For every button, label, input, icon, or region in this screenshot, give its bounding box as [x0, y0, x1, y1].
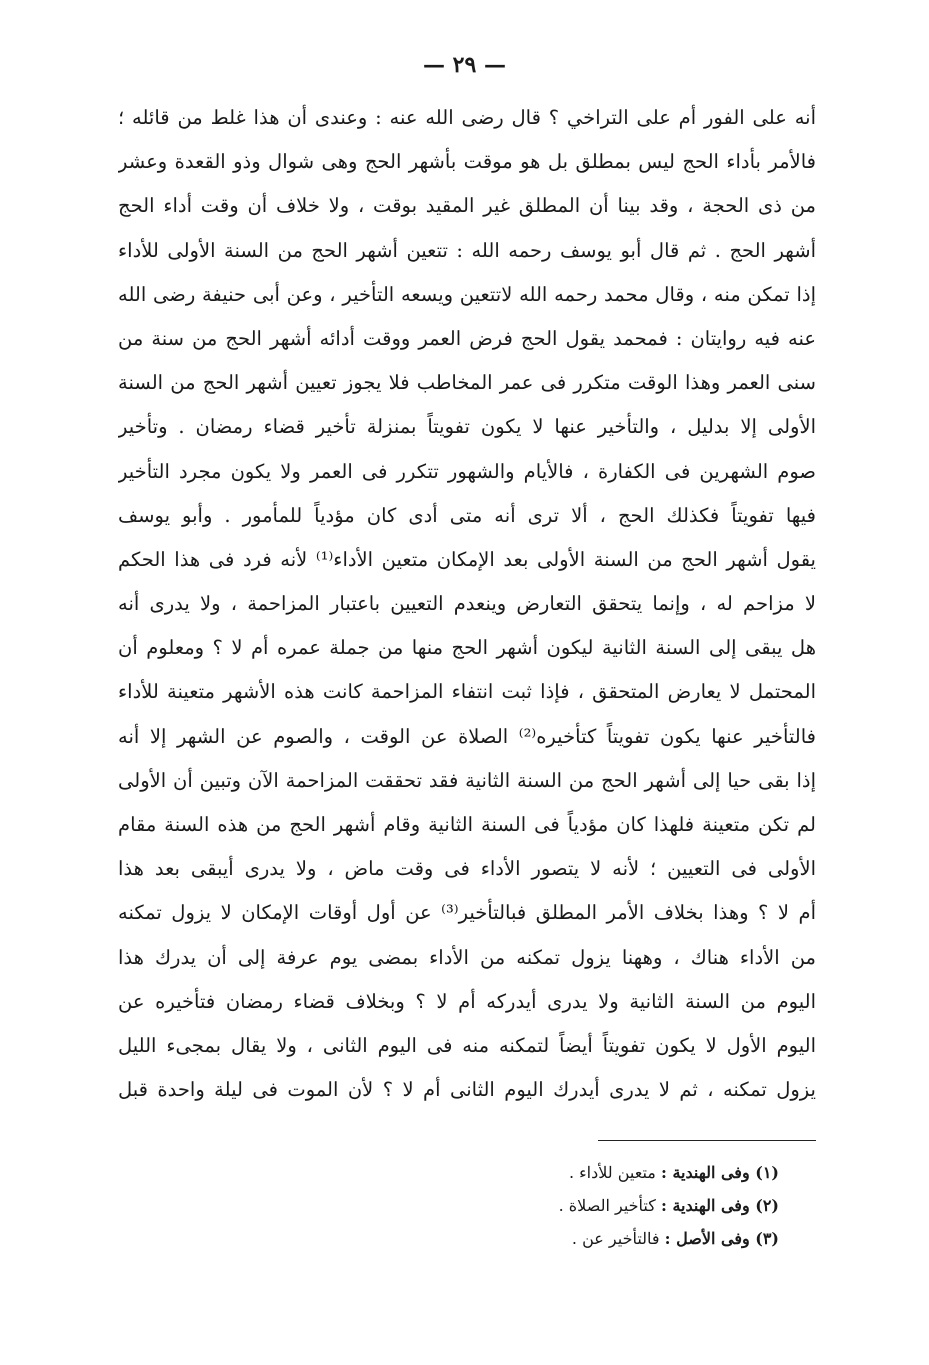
footnotes — [359, 1156, 779, 1255]
footnote-1 — [359, 1156, 779, 1189]
text-line: صوم الشهرين فى الكفارة ، فالأيام والشهور تتكرر فى العمر ولا يكون مجرد التأخير — [118, 459, 816, 483]
footnote-divider — [598, 1140, 816, 1141]
text-line: من ذى الحجة ، وقد بينا أن المطلق غير المقيد بوقت ، ولا خلاف أن وقت أداء الحج — [118, 194, 816, 218]
footnote-text: متعين للأداء . — [568, 1163, 656, 1182]
text-line: عنه فيه روايتان : فمحمد يقول الحج فرض العمر ووقت أدائه أشهر الحج من سنة من — [118, 326, 816, 350]
text-line: الأولى إلا بدليل ، والتأخير عنها لا يكون تفويتاً بمنزلة تأخير قضاء رمضان . وتأخير — [118, 415, 816, 439]
text-line: فيها تفويتاً فكذلك الحج ، ألا ترى أنه متى أدى كان مؤدياً للمأمور . وأبو يوسف — [118, 503, 816, 527]
text-line: إذا تمكن منه ، وقال محمد رحمه الله لاتتعين ويسعه التأخير ، وعن أبى حنيفة رضى الله — [118, 282, 816, 306]
text-line: اليوم الأول لا يكون تفويتاً أيضاً لتمكنه منه فى اليوم الثانى ، ولا يقال بمجىء الليل — [118, 1033, 816, 1057]
text-line: اليوم من السنة الثانية ولا يدرى أيدركه أم لا ؟ وبخلاف قضاء رمضان فتأخيره عن — [118, 989, 816, 1013]
text-line: من الأداء هناك ، وههنا يزول تمكنه من الأداء بمضى يوم عرفة إلى أن يدرك هذا — [118, 945, 816, 969]
footnote-label: (٢) وفى الهندية : — [660, 1196, 779, 1215]
footnote-3 — [359, 1222, 779, 1255]
text-line: لم تكن متعينة فلهذا كان مؤدياً فى السنة الثانية وقام أشهر الحج من هذه السنة مقام — [118, 813, 816, 836]
text-line: فالأمر بأداء الحج ليس بمطلق بل هو موقت بأشهر الحج وهى شوال وذو القعدة وعشر — [118, 150, 816, 174]
text-line: الأولى فى التعيين ؛ لأنه لا يتصور الأداء فى وقت ماض ، ولا يدرى أيبقى بعد هذا — [118, 857, 816, 881]
text-line: أنه على الفور أم على التراخي ؟ قال رضى الله عنه : وعندى أن هذا غلط من قائله ؛ — [118, 106, 816, 129]
text-line: هل يبقى إلى السنة الثانية ليكون أشهر الحج منها من جملة عمره أم لا ؟ ومعلوم أن — [118, 636, 816, 660]
footnote-2 — [359, 1189, 779, 1222]
text-line: لا مزاحم له ، وإنما يتحقق التعارض وينعدم التعيين باعتبار المزاحمة ، ولا يدرى أنه — [118, 592, 816, 616]
text-line: يقول أشهر الحج من السنة الأولى بعد الإمكان متعين الأداء⁽¹⁾ لأنه فرد فى هذا الحكم — [118, 547, 816, 571]
text-line: يزول تمكنه ، ثم لا يدرى أيدرك اليوم الثانى أم لا ؟ لأن الموت فى ليلة واحدة قبل — [118, 1078, 816, 1102]
footnote-text: فالتأخير عن . — [571, 1229, 660, 1248]
page-number: — ٢٩ — — [423, 52, 506, 78]
footnote-label: (١) وفى الهندية : — [660, 1163, 779, 1182]
footnote-text: كتأخير الصلاة . — [558, 1196, 656, 1215]
text-line: إذا بقى حيا إلى أشهر الحج من السنة الثانية فقد تحققت المزاحمة الآن وتبين أن الأولى — [118, 768, 816, 792]
footnote-label: (٣) وفى الأصل : — [664, 1229, 779, 1248]
text-line: فالتأخير عنها يكون تفويتاً كتأخيره⁽²⁾ الصلاة عن الوقت ، والصوم عن الشهر إلا أنه — [118, 724, 816, 748]
text-line: المحتمل لا يعارض المتحقق ، فإذا ثبت انتفاء المزاحمة كانت هذه الأشهر متعينة للأداء — [118, 680, 816, 704]
body-text — [118, 96, 816, 1112]
text-line: أشهر الحج . ثم قال أبو يوسف رحمه الله : تتعين أشهر الحج من السنة الأولى للأداء — [118, 238, 816, 262]
text-line: أم لا ؟ وهذا بخلاف الأمر المطلق فبالتأخير⁽³⁾ عن أول أوقات الإمكان لا يزول تمكنه — [118, 901, 816, 925]
text-line: سنى العمر وهذا الوقت متكرر فى عمر المخاطب فلا يجوز تعيين أشهر الحج من السنة — [118, 371, 816, 395]
